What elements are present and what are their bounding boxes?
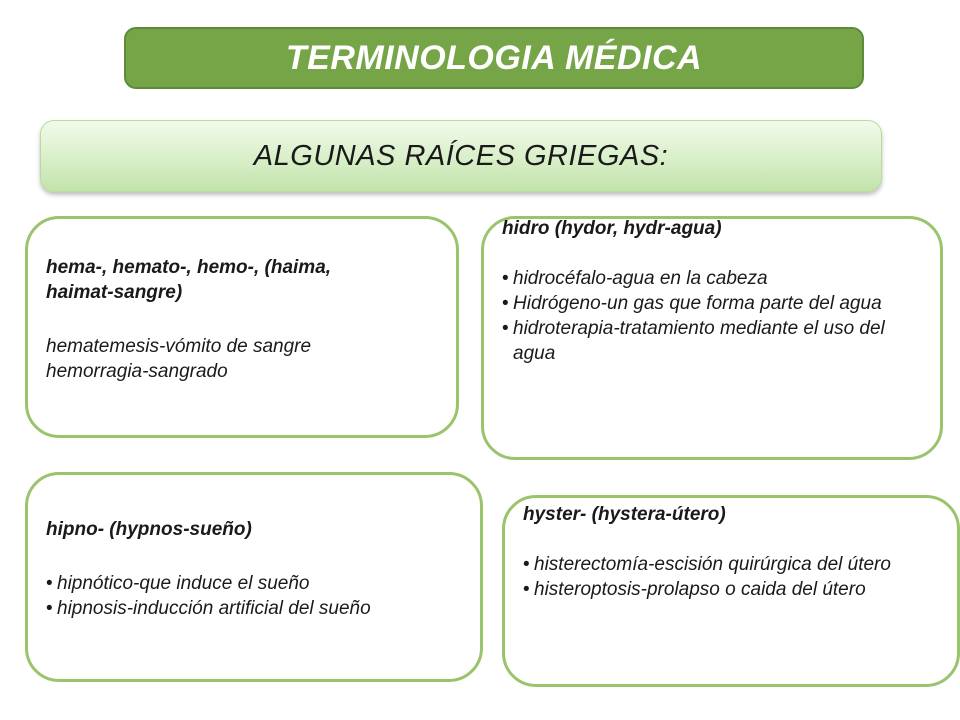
page-subtitle: ALGUNAS RAÍCES GRIEGAS:	[253, 139, 669, 172]
title-banner	[124, 27, 864, 89]
list-item: • hipnótico-que induce el sueño	[46, 571, 462, 596]
card-heading-continued: haimat-sangre)	[46, 282, 183, 303]
example-list	[46, 571, 462, 621]
card-hipno	[25, 472, 483, 682]
example-line: hematemesis-vómito de sangre	[46, 336, 312, 357]
card-hema	[25, 216, 459, 438]
card-hyster	[502, 495, 960, 687]
list-item: • hidrocéfalo-agua en la cabeza	[502, 266, 922, 291]
example-list	[502, 266, 922, 366]
card-hidro	[481, 216, 943, 460]
list-item: • histerectomía-escisión quirúrgica del útero	[523, 552, 939, 577]
example-list	[523, 552, 939, 602]
list-item: • histeroptosis-prolapso o caida del útero	[523, 577, 939, 602]
card-heading: hidro (hydor, hydr-agua)	[502, 218, 722, 239]
card-heading: hema-, hemato-, hemo-, (haima,	[46, 257, 332, 278]
card-heading: hipno- (hypnos-sueño)	[46, 519, 252, 540]
page-title: TERMINOLOGIA MÉDICA	[285, 38, 703, 77]
card-heading: hyster- (hystera-útero)	[523, 504, 726, 525]
list-item: • hipnosis-inducción artificial del sueño	[46, 596, 462, 621]
list-item: • hidroterapia-tratamiento mediante el uso del agua	[502, 316, 922, 366]
list-item: • Hidrógeno-un gas que forma parte del agua	[502, 291, 922, 316]
subtitle-banner	[40, 120, 882, 192]
example-line: hemorragia-sangrado	[46, 361, 228, 382]
